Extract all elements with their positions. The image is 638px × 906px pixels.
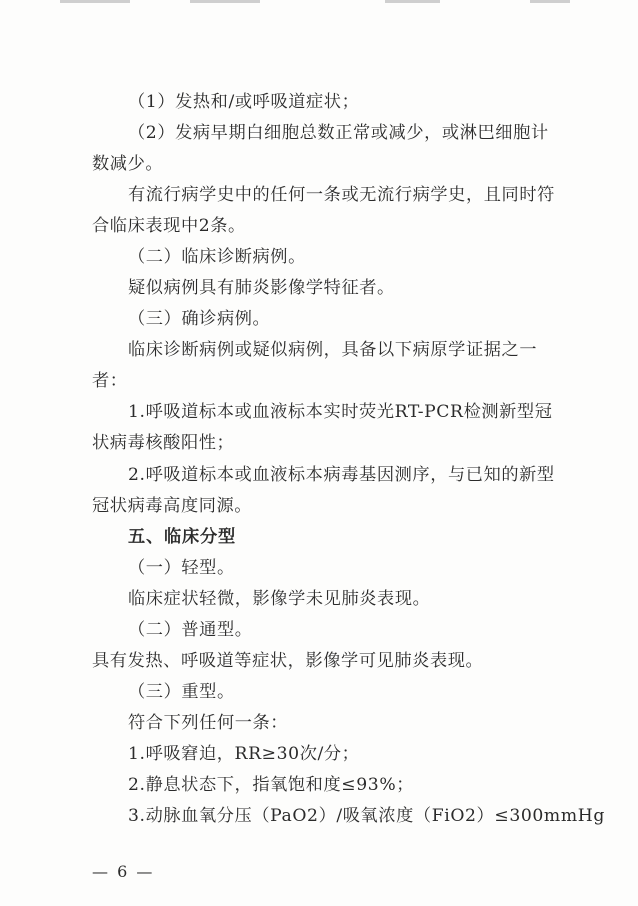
text-line: 冠状病毒高度同源。 bbox=[92, 496, 253, 516]
scan-edge-mark bbox=[530, 0, 570, 3]
text-line: 1.呼吸窘迫，RR≥30次/分； bbox=[128, 744, 360, 764]
section-heading: 五、临床分型 bbox=[128, 527, 236, 547]
text-line: 临床诊断病例或疑似病例，具备以下病原学证据之一 bbox=[128, 340, 538, 360]
text-line: 有流行病学史中的任何一条或无流行病学史，且同时符 bbox=[128, 185, 555, 205]
text-line: （二）临床诊断病例。 bbox=[128, 247, 306, 267]
text-line: （1）发热和/或呼吸道症状； bbox=[128, 92, 360, 112]
scan-edge-mark bbox=[60, 0, 130, 3]
text-line: （一）轻型。 bbox=[128, 558, 235, 578]
text-line: 具有发热、呼吸道等症状，影像学可见肺炎表现。 bbox=[92, 651, 484, 671]
text-line: （三）重型。 bbox=[128, 682, 235, 702]
text-line: （二）普通型。 bbox=[128, 620, 253, 640]
text-line: 3.动脉血氧分压（PaO2）/吸氧浓度（FiO2）≤300mmHg bbox=[128, 806, 605, 826]
page-number: — 6 — bbox=[92, 862, 155, 881]
text-line: 符合下列任何一条： bbox=[128, 713, 289, 733]
text-line: 2.静息状态下，指氧饱和度≤93%； bbox=[128, 775, 415, 795]
text-line: （2）发病早期白细胞总数正常或减少，或淋巴细胞计 bbox=[128, 123, 549, 143]
text-line: 临床症状轻微，影像学未见肺炎表现。 bbox=[128, 589, 431, 609]
scan-edge-mark bbox=[385, 0, 440, 3]
text-line: 数减少。 bbox=[92, 154, 164, 174]
text-line: 者： bbox=[92, 371, 128, 391]
text-line: 合临床表现中2条。 bbox=[92, 216, 246, 236]
text-line: 1.呼吸道标本或血液标本实时荧光RT-PCR检测新型冠 bbox=[128, 402, 553, 422]
text-line: 2.呼吸道标本或血液标本病毒基因测序，与已知的新型 bbox=[128, 465, 555, 485]
text-line: 状病毒核酸阳性； bbox=[92, 433, 235, 453]
text-line: （三）确诊病例。 bbox=[128, 309, 271, 329]
scan-edge-mark bbox=[190, 0, 260, 3]
text-line: 疑似病例具有肺炎影像学特征者。 bbox=[128, 278, 395, 298]
